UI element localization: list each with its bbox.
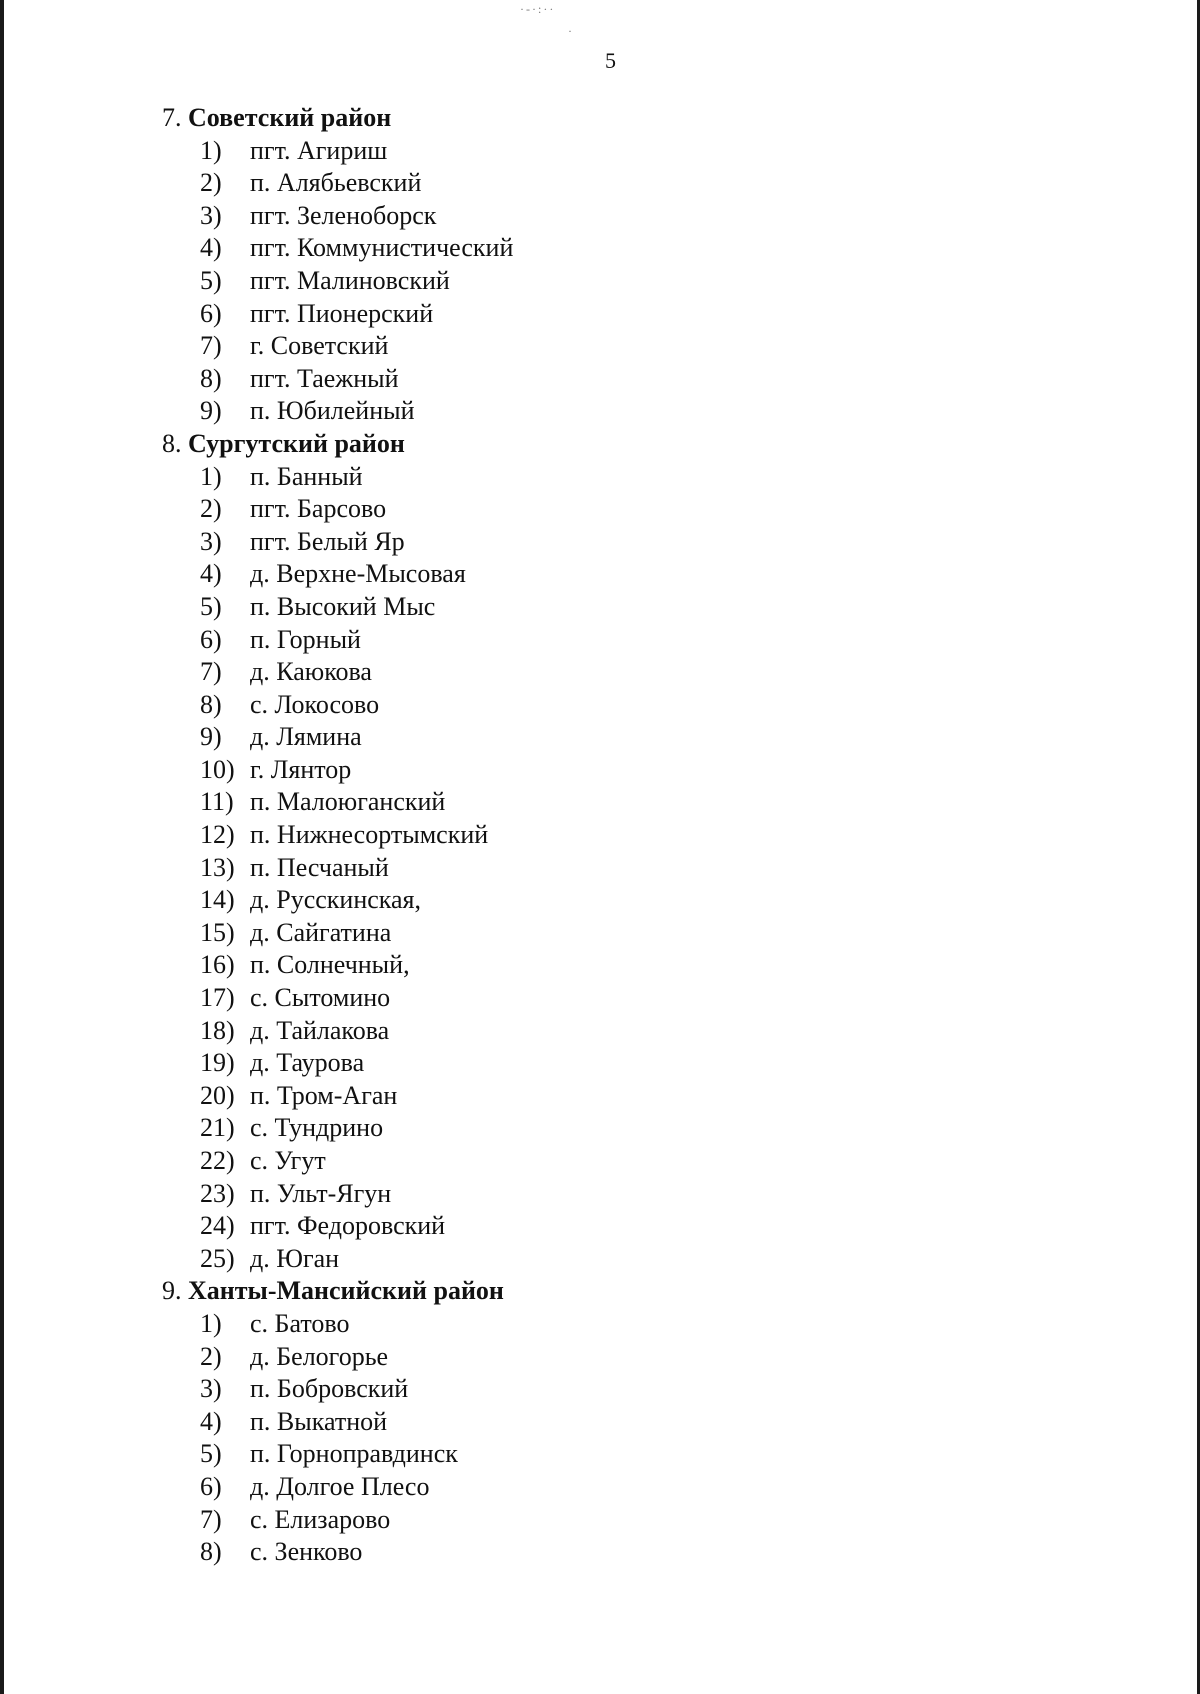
list-item — [162, 493, 1062, 526]
list-item-text: с. Локосово — [250, 689, 380, 719]
list-item — [162, 1080, 1062, 1113]
list-item-number: 2) — [200, 1341, 222, 1371]
section-heading — [162, 102, 1062, 135]
list-item — [162, 1047, 1062, 1080]
list-item-number: 4) — [200, 1406, 222, 1436]
list-item-number: 8) — [200, 1537, 222, 1567]
list-item-text: п. Песчаный — [250, 852, 389, 882]
list-item-number: 11) — [200, 787, 234, 817]
list-item-number: 3) — [200, 1374, 222, 1404]
list-item — [162, 167, 1062, 200]
list-item — [162, 1015, 1062, 1048]
list-item-text: с. Сытомино — [250, 983, 391, 1013]
list-item-number: 8) — [200, 363, 222, 393]
page-number: 5 — [605, 48, 616, 73]
list-item-text: с. Тундрино — [250, 1113, 384, 1143]
list-item — [162, 754, 1062, 787]
list-item-number: 21) — [200, 1113, 235, 1143]
list-item — [162, 1210, 1062, 1243]
list-item-number: 8) — [200, 689, 222, 719]
scan-noise: ·-·:·· — [520, 2, 556, 16]
list-item-number: 10) — [200, 754, 235, 784]
list-item — [162, 200, 1062, 233]
list-item — [162, 1471, 1062, 1504]
list-item-text: с. Угут — [250, 1146, 326, 1175]
list-item — [162, 1536, 1062, 1569]
list-item — [162, 232, 1062, 265]
list-item-number: 17) — [200, 983, 235, 1013]
list-item-text: д. Сайгатина — [250, 917, 392, 947]
list-item — [162, 330, 1062, 363]
list-item-text: п. Нижнесортымский — [250, 820, 489, 850]
list-item-number: 6) — [200, 624, 222, 654]
list-item-number: 7) — [200, 1504, 222, 1534]
list-item — [162, 917, 1062, 950]
list-item-text: пгт. Барсово — [250, 494, 387, 524]
list-item-text: г. Советский — [250, 331, 389, 361]
list-item — [162, 1438, 1062, 1471]
list-item — [162, 1504, 1062, 1537]
list-item-text: д. Таурова — [250, 1048, 365, 1078]
list-item-text: пгт. Таежный — [250, 363, 399, 393]
list-item-text: п. Юбилейный — [250, 396, 415, 426]
list-item-number: 6) — [200, 298, 222, 328]
list-item-number: 4) — [200, 233, 222, 263]
list-item-text: пгт. Белый Яр — [250, 526, 405, 556]
list-item-text: пгт. Коммунистический — [250, 233, 514, 263]
list-item-text: с. Батово — [250, 1308, 350, 1338]
list-item-text: пгт. Пионерский — [250, 298, 434, 328]
list-item-number: 2) — [200, 168, 222, 198]
list-item — [162, 135, 1062, 168]
list-item — [162, 1341, 1062, 1374]
list-item-number: 1) — [200, 135, 222, 165]
list-item — [162, 819, 1062, 852]
list-item-number: 3) — [200, 200, 222, 230]
list-item-text: п. Высокий Мыс — [250, 591, 436, 621]
list-item — [162, 1373, 1062, 1406]
list-item-text: п. Ульт-Ягун — [250, 1178, 392, 1208]
list-item-text: д. Тайлакова — [250, 1015, 390, 1045]
list-item — [162, 1406, 1062, 1439]
list-item — [162, 786, 1062, 819]
list-item — [162, 1145, 1062, 1178]
list-item — [162, 721, 1062, 754]
list-item-number: 23) — [200, 1178, 235, 1208]
list-item-number: 15) — [200, 917, 235, 947]
list-item — [162, 884, 1062, 917]
list-item-text: г. Лянтор — [250, 754, 352, 784]
list-item-number: 3) — [200, 526, 222, 556]
list-item-text: п. Банный — [250, 461, 363, 491]
list-item — [162, 526, 1062, 559]
list-item-number: 25) — [200, 1243, 235, 1273]
section-title: Сургутский район — [188, 428, 405, 458]
list-item-text: пгт. Зеленоборск — [250, 200, 437, 230]
list-item-number: 19) — [200, 1048, 235, 1078]
list-item — [162, 363, 1062, 396]
list-item-number: 4) — [200, 559, 222, 589]
list-item-number: 20) — [200, 1080, 235, 1110]
list-item — [162, 461, 1062, 494]
list-item-text: п. Алябьевский — [250, 168, 422, 198]
list-item — [162, 265, 1062, 298]
list-item — [162, 298, 1062, 331]
list-item-text: п. Горноправдинск — [250, 1439, 458, 1469]
list-item-number: 5) — [200, 1439, 222, 1469]
list-item — [162, 949, 1062, 982]
list-item — [162, 689, 1062, 722]
list-item-text: пгт. Малиновский — [250, 265, 450, 295]
list-item-text: д. Верхне-Мысовая — [250, 559, 466, 589]
list-item-text: д. Лямина — [250, 722, 362, 752]
list-item — [162, 656, 1062, 689]
list-item-text: п. Горный — [250, 624, 361, 654]
list-item — [162, 558, 1062, 591]
list-item — [162, 395, 1062, 428]
scan-edge-left — [0, 0, 4, 1694]
list-item-number: 24) — [200, 1211, 235, 1241]
list-item-number: 12) — [200, 820, 235, 850]
list-item-number: 1) — [200, 461, 222, 491]
list-item-number: 9) — [200, 396, 222, 426]
list-item-text: пгт. Агириш — [250, 135, 388, 165]
list-item-text: д. Юган — [250, 1243, 340, 1273]
list-item — [162, 1243, 1062, 1276]
list-item-text: д. Белогорье — [250, 1341, 389, 1371]
list-item — [162, 1112, 1062, 1145]
list-item-text: п. Тром-Аган — [250, 1080, 398, 1110]
list-item-text: п. Малоюганский — [250, 787, 446, 817]
list-item-number: 18) — [200, 1015, 235, 1045]
section-title: Ханты-Мансийский район — [188, 1276, 504, 1306]
list-item-number: 1) — [200, 1308, 222, 1338]
list-item-number: 22) — [200, 1146, 235, 1175]
list-item-number: 14) — [200, 885, 235, 915]
section-number: 7. — [162, 103, 182, 132]
list-item-number: 6) — [200, 1471, 222, 1501]
scan-noise: · — [568, 24, 574, 38]
list-item — [162, 1178, 1062, 1211]
section-number: 9. — [162, 1276, 182, 1306]
list-item-number: 5) — [200, 591, 222, 621]
list-item-number: 5) — [200, 265, 222, 295]
section-number: 8. — [162, 428, 182, 458]
list-item-text: д. Русскинская, — [250, 885, 422, 915]
list-item-text: пгт. Федоровский — [250, 1211, 446, 1241]
list-item-text: д. Долгое Плесо — [250, 1471, 430, 1501]
list-item-text: с. Зенково — [250, 1537, 363, 1567]
list-item — [162, 624, 1062, 657]
list-item-number: 7) — [200, 657, 222, 687]
list-item-number: 7) — [200, 331, 222, 361]
list-item — [162, 591, 1062, 624]
section-title: Советский район — [188, 103, 392, 132]
list-item-number: 9) — [200, 722, 222, 752]
section-heading — [162, 1275, 1062, 1308]
list-item-text: п. Бобровский — [250, 1374, 409, 1404]
list-item-text: с. Елизарово — [250, 1504, 391, 1534]
list-item-number: 13) — [200, 852, 235, 882]
document-body — [162, 102, 1062, 1569]
list-item-number: 16) — [200, 950, 235, 980]
list-item-text: д. Каюкова — [250, 657, 372, 687]
list-item-number: 2) — [200, 494, 222, 524]
list-item — [162, 1308, 1062, 1341]
list-item-text: п. Солнечный, — [250, 950, 410, 980]
section-heading — [162, 428, 1062, 461]
list-item — [162, 852, 1062, 885]
list-item-text: п. Выкатной — [250, 1406, 388, 1436]
list-item — [162, 982, 1062, 1015]
